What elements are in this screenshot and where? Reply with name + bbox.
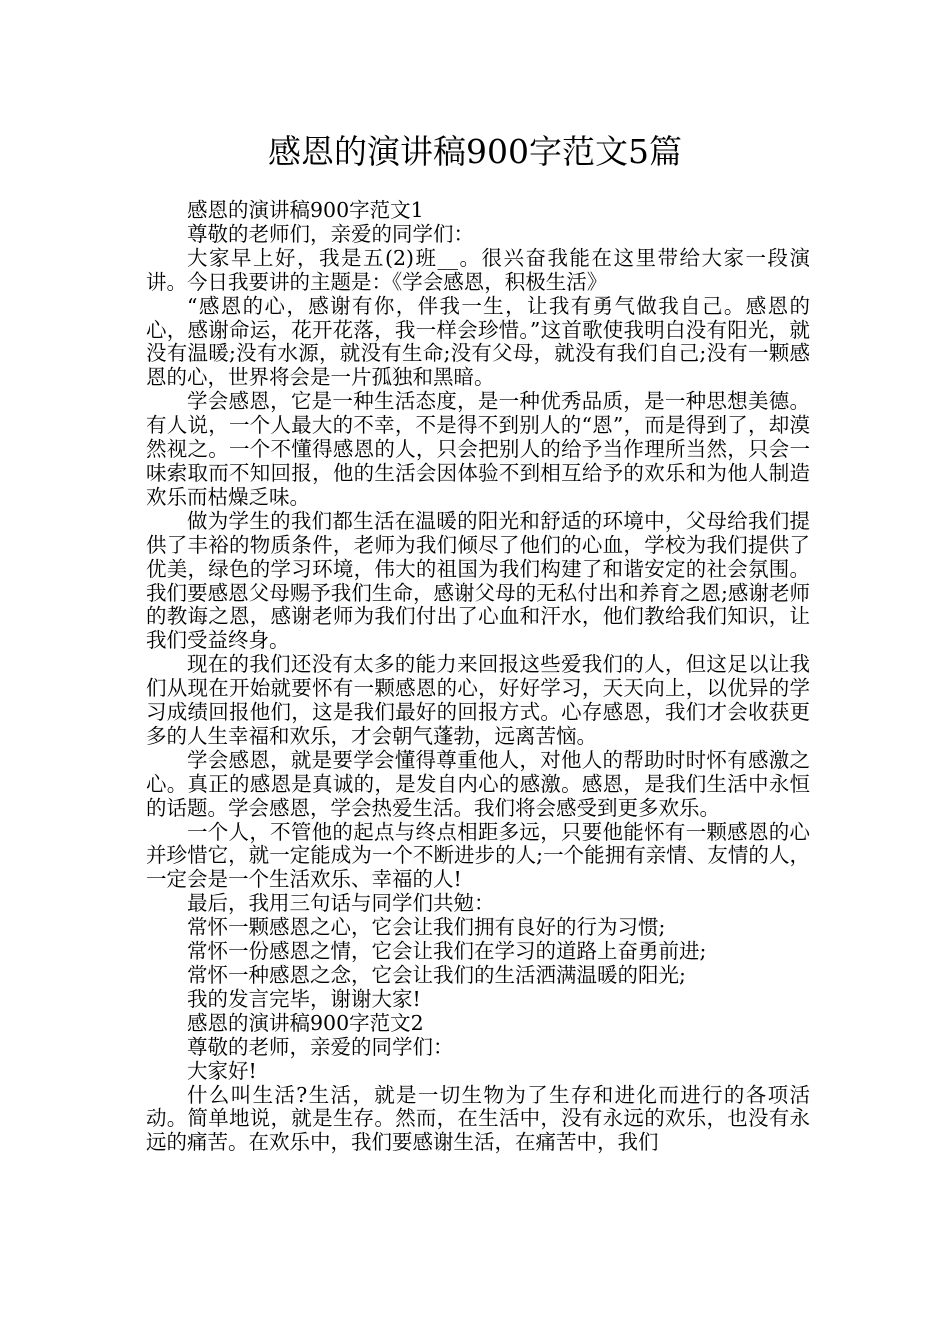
paragraph: 现在的我们还没有太多的能力来回报这些爱我们的人，但这足以让我们从现在开始就要怀有一颗感恩的心，好好学习，天天向上，以优异的学习成绩回报他们，这是我们最好的回报方式。心存感恩，我们才会收获更多的人生幸福和欢乐，才会朝气蓬勃，远离苦恼。 xyxy=(146,652,810,748)
paragraph: “感恩的心，感谢有你，伴我一生，让我有勇气做我自己。感恩的心，感谢命运，花开花落，我一样会珍惜。”这首歌使我明白没有阳光，就没有温暖;没有水源，就没有生命;没有父母，就没有我们自己;没有一颗感恩的心，世界将会是一片孤独和黑暗。 xyxy=(146,293,810,390)
paragraph: 做为学生的我们都生活在温暖的阳光和舒适的环境中，父母给我们提供了丰裕的物质条件，老师为我们倾尽了他们的心血，学校为我们提供了优美，绿色的学习环境，伟大的祖国为我们构建了和谐安定的社会氛围。我们要感恩父母赐予我们生命，感谢父母的无私付出和养育之恩;感谢老师的教诲之恩，感谢老师为我们付出了心血和汗水，他们教给我们知识，让我们受益终身。 xyxy=(146,508,810,653)
paragraph: 学会感恩，就是要学会懂得尊重他人，对他人的帮助时时怀有感激之心。真正的感恩是真诚的，是发自内心的感激。感恩，是我们生活中永恒的话题。学会感恩，学会热爱生活。我们将会感受到更多欢乐。 xyxy=(146,747,810,820)
paragraph-salutation-2: 尊敬的老师，亲爱的同学们： xyxy=(187,1034,454,1059)
paragraph: 什么叫生活?生活，就是一切生物为了生存和进化而进行的各项活动。简单地说，就是生存。然而，在生活中，没有永远的欢乐，也没有永远的痛苦。在欢乐中，我们要感谢生活，在痛苦中，我们 xyxy=(146,1082,810,1155)
paragraph: 学会感恩，它是一种生活态度，是一种优秀品质，是一种思想美德。有人说，一个人最大的不幸，不是得不到别人的“恩”，而是得到了，却漠然视之。一个不懂得感恩的人，只会把别人的给予当作理所当然，只会一味索取而不知回报，他的生活会因体验不到相互给予的欢乐和为他人制造欢乐而枯燥乏味。 xyxy=(146,389,810,509)
paragraph: 我的发言完毕，谢谢大家! xyxy=(187,986,421,1011)
paragraph: 大家好! xyxy=(187,1058,257,1083)
paragraph-salutation-1: 尊敬的老师们，亲爱的同学们： xyxy=(187,221,474,246)
paragraph: 大家早上好，我是五(2)班__。很兴奋我能在这里带给大家一段演讲。今日我要讲的主题是：《学会感恩，积极生活》 xyxy=(146,245,810,294)
paragraph: 最后，我用三句话与同学们共勉： xyxy=(187,891,495,916)
document-body xyxy=(146,199,810,1155)
paragraph: 常怀一颗感恩之心，它会让我们拥有良好的行为习惯; xyxy=(187,915,666,940)
paragraph: 常怀一种感恩之念，它会让我们的生活洒满温暖的阳光; xyxy=(187,963,686,987)
paragraph-heading-2: 感恩的演讲稿900字范文2 xyxy=(187,1010,424,1035)
paragraph: 一个人，不管他的起点与终点相距多远，只要他能怀有一颗感恩的心并珍惜它，就一定能成为一个不断进步的人;一个能拥有亲情、友情的人，一定会是一个生活欢乐、幸福的人! xyxy=(146,819,810,892)
paragraph: 常怀一份感恩之情，它会让我们在学习的道路上奋勇前进; xyxy=(187,939,707,964)
paragraph-heading-1: 感恩的演讲稿900字范文1 xyxy=(187,198,424,222)
document-title: 感恩的演讲稿900字范文5篇 xyxy=(268,132,682,171)
